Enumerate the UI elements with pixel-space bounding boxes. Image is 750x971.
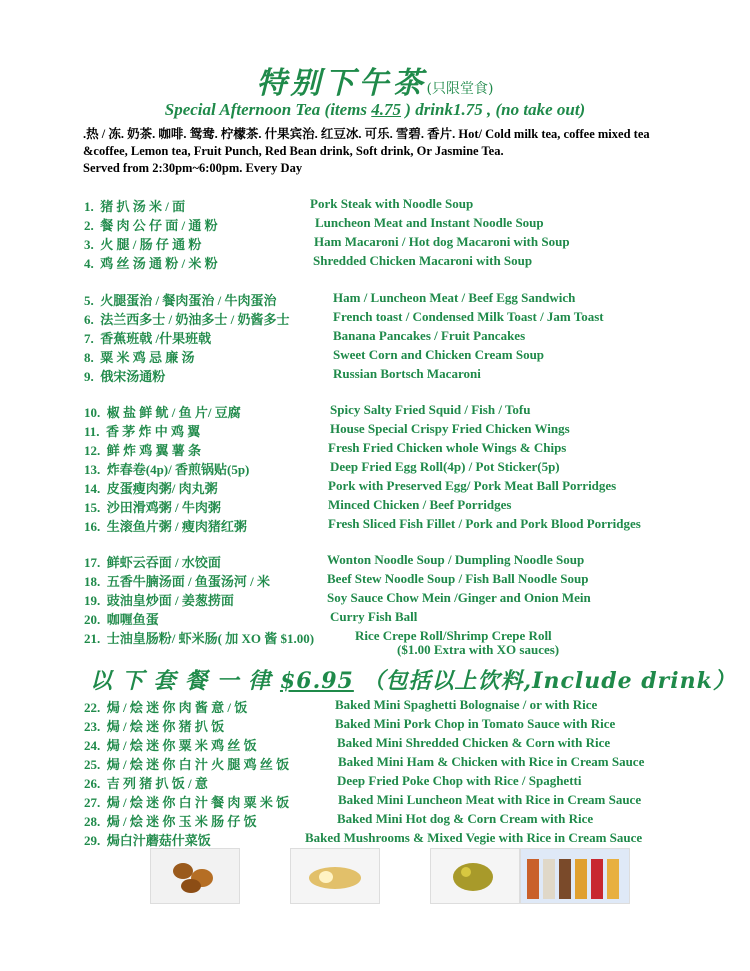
menu-item-chinese-name: 皮蛋瘦肉粥/ 肉丸粥: [106, 481, 218, 496]
menu-item-chinese-name: 焗 / 烩 迷 你 粟 米 鸡 丝 饭: [106, 738, 257, 753]
menu-item-chinese-name: 俄宋汤通粉: [100, 369, 166, 384]
menu-item-number: 20.: [84, 612, 101, 627]
title-chinese: 特别下午茶(只限堂食): [256, 66, 494, 101]
menu-item-number: 28.: [84, 814, 101, 829]
menu-item-number: 3.: [84, 237, 94, 252]
menu-item-chinese-name: 香 茅 炸 中 鸡 翼: [106, 424, 201, 439]
menu-item-number: 24.: [84, 738, 101, 753]
menu-item-english: Sweet Corn and Chicken Cream Soup: [333, 347, 545, 362]
menu-item-number: 14.: [84, 481, 101, 496]
menu-item-english: Soy Sauce Chow Mein /Ginger and Onion Mein: [327, 590, 591, 605]
menu-item-chinese: [84, 215, 218, 234]
menu-item-number: 21.: [84, 631, 101, 646]
menu-item-chinese: [84, 590, 234, 609]
menu-item-english: Baked Mini Shredded Chicken & Corn with Rice: [337, 735, 611, 750]
menu-item-english: Curry Fish Ball: [330, 609, 418, 624]
menu-item-chinese: [84, 628, 314, 647]
menu-item-english: Baked Mini Ham & Chicken with Rice in Cream Sauce: [338, 754, 645, 769]
menu-item-english: Baked Mini Luncheon Meat with Rice in Cream Sauce: [338, 792, 642, 807]
menu-item-chinese: [84, 497, 221, 516]
menu-item-number: 15.: [84, 500, 101, 515]
menu-item-number: 19.: [84, 593, 101, 608]
menu-item-number: 11.: [84, 424, 100, 439]
menu-item-number: 26.: [84, 776, 101, 791]
menu-item-number: 1.: [84, 199, 94, 214]
xo-note: ($1.00 Extra with XO sauces): [397, 642, 560, 657]
menu-item-chinese: [84, 347, 195, 366]
menu-item-chinese-name: 焗 / 烩 迷 你 白 汁 火 腿 鸡 丝 饭: [106, 757, 290, 772]
menu-item-english: Fresh Fried Chicken whole Wings & Chips: [328, 440, 567, 455]
menu-item-chinese: [84, 421, 200, 440]
menu-item-chinese: [84, 402, 241, 421]
menu-item-number: 13.: [84, 462, 101, 477]
menu-item-number: 9.: [84, 369, 94, 384]
menu-item-chinese-name: 炸春卷(4p)/ 香煎锅贴(5p): [106, 462, 250, 477]
menu-item-chinese: [84, 773, 208, 792]
dine-in-only-note: (只限堂食): [426, 81, 494, 97]
menu-item-number: 27.: [84, 795, 101, 810]
menu-item-english: Baked Mini Pork Chop in Tomato Sauce with Rice: [335, 716, 616, 731]
menu-item-chinese: [84, 459, 249, 478]
menu-item-chinese-name: 焗白汁蘑菇什菜饭: [106, 833, 211, 848]
menu-item-number: 2.: [84, 218, 94, 233]
menu-item-english: French toast / Condensed Milk Toast / Jam Toast: [333, 309, 604, 324]
menu-item-english: Baked Mini Hot dog & Corn Cream with Rice: [337, 811, 594, 826]
menu-item-english: Spicy Salty Fried Squid / Fish / Tofu: [330, 402, 531, 417]
menu-item-chinese: [84, 290, 276, 309]
menu-item-chinese-name: 椒 盐 鲜 鱿 / 鱼 片/ 豆腐: [106, 405, 241, 420]
menu-item-chinese: [84, 609, 159, 628]
menu-item-chinese: [84, 234, 201, 253]
menu-item-english: Minced Chicken / Beef Porridges: [328, 497, 512, 512]
menu-item-english: Pork Steak with Noodle Soup: [310, 196, 474, 211]
menu-item-chinese: [84, 328, 211, 347]
menu-item-number: 17.: [84, 555, 101, 570]
menu-item-number: 29.: [84, 833, 101, 848]
menu-item-chinese-name: 咖喱鱼蛋: [106, 612, 159, 627]
menu-item-chinese-name: 法兰西多士 / 奶油多士 / 奶酱多士: [100, 312, 290, 327]
menu-item-chinese-name: 豉油皇炒面 / 姜葱捞面: [106, 593, 234, 608]
menu-item-number: 7.: [84, 331, 94, 346]
menu-item-number: 10.: [84, 405, 101, 420]
menu-item-english: Baked Mushrooms & Mixed Vegie with Rice in Cream Sauce: [305, 830, 643, 845]
menu-item-chinese-name: 猪 扒 汤 米 / 面: [100, 199, 186, 214]
menu-item-chinese-name: 香蕉班戟 /什果班戟: [100, 331, 212, 346]
menu-item-english: Ham Macaroni / Hot dog Macaroni with Soup: [314, 234, 570, 249]
menu-item-number: 23.: [84, 719, 101, 734]
food-photo-calamari: [290, 848, 380, 904]
menu-item-english: Russian Bortsch Macaroni: [333, 366, 481, 381]
menu-item-number: 5.: [84, 293, 94, 308]
menu-item-english: Fresh Sliced Fish Fillet / Pork and Pork Blood Porridges: [328, 516, 641, 531]
menu-item-english: Pork with Preserved Egg/ Pork Meat Ball Porridges: [328, 478, 617, 493]
menu-item-chinese: [84, 830, 211, 849]
food-photo-curry-fishball: [430, 848, 520, 904]
menu-item-english: Rice Crepe Roll/Shrimp Crepe Roll: [355, 628, 552, 643]
menu-item-chinese: [84, 754, 289, 773]
menu-item-chinese: [84, 697, 247, 716]
menu-item-chinese-name: 吉 列 猪 扒 饭 / 意: [106, 776, 208, 791]
menu-item-english: Deep Fried Egg Roll(4p) / Pot Sticker(5p): [330, 459, 560, 474]
combo-price: $6.95: [279, 668, 354, 694]
menu-item-chinese-name: 火 腿 / 肠 仔 通 粉: [100, 237, 202, 252]
food-photo-drinks: [520, 848, 630, 904]
menu-item-chinese-name: 生滚鱼片粥 / 瘦肉猪红粥: [106, 519, 247, 534]
menu-item-chinese: [84, 516, 247, 535]
menu-item-chinese-name: 火腿蛋治 / 餐肉蛋治 / 牛肉蛋治: [100, 293, 277, 308]
menu-item-chinese: [84, 478, 218, 497]
menu-item-english: Deep Fried Poke Chop with Rice / Spaghetti: [337, 773, 582, 788]
menu-item-chinese-name: 鲜虾云吞面 / 水饺面: [106, 555, 221, 570]
menu-item-chinese-name: 焗 / 烩 迷 你 白 汁 餐 肉 粟 米 饭: [106, 795, 290, 810]
menu-item-chinese: [84, 196, 185, 215]
served-hours: Served from 2:30pm~6:00pm. Every Day: [83, 161, 303, 175]
menu-item-english: Ham / Luncheon Meat / Beef Egg Sandwich: [333, 290, 576, 305]
menu-item-number: 25.: [84, 757, 101, 772]
menu-item-chinese-name: 粟 米 鸡 忌 廉 汤: [100, 350, 195, 365]
menu-item-chinese-name: 沙田滑鸡粥 / 牛肉粥: [106, 500, 221, 515]
menu-item-english: Banana Pancakes / Fruit Pancakes: [333, 328, 526, 343]
menu-item-number: 4.: [84, 256, 94, 271]
menu-item-chinese: [84, 735, 257, 754]
menu-item-chinese: [84, 552, 221, 571]
menu-item-english: Baked Mini Spaghetti Bolognaise / or with Rice: [335, 697, 598, 712]
combo-header: 以 下 套 餐 一 律 $6.95 （包括以上饮料,Include drink）: [90, 668, 736, 694]
food-photo-fried-wings: [150, 848, 240, 904]
menu-item-chinese: [84, 792, 289, 811]
menu-item-chinese: [84, 811, 257, 830]
menu-item-chinese-name: 五香牛腩汤面 / 鱼蛋汤河 / 米: [106, 574, 270, 589]
food-photos: [150, 848, 630, 906]
menu-item-number: 16.: [84, 519, 101, 534]
menu-item-number: 18.: [84, 574, 101, 589]
item-price: 4.75: [371, 100, 402, 119]
menu-item-chinese-name: 焗 / 烩 迷 你 玉 米 肠 仔 饭: [106, 814, 257, 829]
drinks-description: .热 / 冻. 奶茶. 咖啡. 鸳鸯. 柠檬茶. 什果宾治. 红豆冰. 可乐. 雪碧. 香片. Hot/ Cold milk tea, coffee mixed tea &coffee, Lemon tea, Fruit Punch, Red Bean drink, Soft drink, Or Jasmine Tea. Served from 2:30pm~6:00pm. Every Day: [83, 126, 693, 177]
menu-item-chinese-name: 焗 / 烩 迷 你 猪 扒 饭: [106, 719, 225, 734]
menu-item-chinese: [84, 366, 165, 385]
menu-item-english: Beef Stew Noodle Soup / Fish Ball Noodle Soup: [327, 571, 589, 586]
menu-item-english: Wonton Noodle Soup / Dumpling Noodle Soup: [327, 552, 585, 567]
menu-item-chinese-name: 士油皇肠粉/ 虾米肠( 加 XO 酱 $1.00): [106, 631, 315, 646]
menu-item-number: 6.: [84, 312, 94, 327]
menu-item-number: 12.: [84, 443, 101, 458]
menu-item-chinese: [84, 716, 224, 735]
menu-item-number: 8.: [84, 350, 94, 365]
menu-item-chinese: [84, 440, 201, 459]
menu-item-chinese-name: 鲜 炸 鸡 翼 薯 条: [106, 443, 202, 458]
menu-item-chinese-name: 鸡 丝 汤 通 粉 / 米 粉: [100, 256, 218, 271]
menu-item-chinese: [84, 253, 218, 272]
menu-item-chinese: [84, 571, 270, 590]
menu-item-chinese-name: 餐 肉 公 仔 面 / 通 粉: [100, 218, 218, 233]
menu-item-english: House Special Crispy Fried Chicken Wings: [330, 421, 570, 436]
menu-item-english: Shredded Chicken Macaroni with Soup: [313, 253, 533, 268]
menu-item-chinese-name: 焗 / 烩 迷 你 肉 酱 意 / 饭: [106, 700, 248, 715]
menu-item-number: 22.: [84, 700, 101, 715]
title-english: Special Afternoon Tea (items 4.75 ) drink1.75 , (no take out): [164, 100, 586, 119]
menu-item-english: Luncheon Meat and Instant Noodle Soup: [315, 215, 544, 230]
menu-item-chinese: [84, 309, 289, 328]
